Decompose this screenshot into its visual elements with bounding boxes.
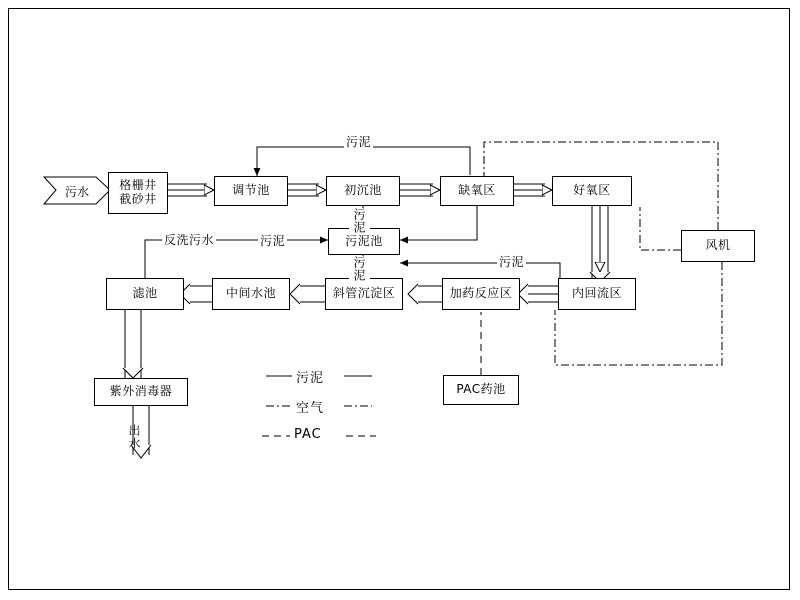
conn-sludge-return-top bbox=[257, 147, 470, 176]
node-grit-chamber-label-1: 格栅井 bbox=[119, 178, 157, 193]
node-dosing-reaction-zone-label: 加药反应区 bbox=[449, 286, 513, 301]
node-aerobic-zone-label: 好氧区 bbox=[573, 183, 611, 198]
node-grit-chamber-label-2: 截砂井 bbox=[119, 192, 157, 206]
outlet-label: 出水 bbox=[127, 424, 141, 450]
conn-primary-anoxic bbox=[400, 184, 440, 196]
node-tube-settling-zone-label: 斜管沉淀区 bbox=[332, 286, 396, 301]
conn-aerobic-internal bbox=[590, 205, 610, 282]
node-intermediate-tank[interactable] bbox=[212, 278, 290, 310]
node-primary-sedimentation-tank-label: 初沉池 bbox=[344, 183, 382, 198]
legend-item-air: 空气 bbox=[296, 401, 325, 416]
edge-label-sludge-primary: 污泥 bbox=[349, 208, 370, 234]
conn-middle-filter bbox=[180, 284, 212, 304]
conn-anoxic-aerobic bbox=[514, 184, 552, 196]
conn-tube-sludge bbox=[400, 263, 560, 278]
conn-grit-adjust bbox=[168, 184, 214, 196]
node-anoxic-zone[interactable] bbox=[440, 176, 514, 206]
edge-label-backwash: 反洗污水 bbox=[164, 233, 215, 247]
node-grit-chamber[interactable] bbox=[108, 172, 168, 214]
conn-adjust-primary bbox=[288, 184, 326, 196]
node-blower-label: 风机 bbox=[705, 238, 731, 253]
node-pac-tank-label: PAC药池 bbox=[456, 382, 506, 397]
node-primary-sedimentation-tank[interactable] bbox=[326, 176, 400, 206]
legend-item-pac: PAC bbox=[294, 427, 322, 442]
node-filter-tank-label: 滤池 bbox=[132, 286, 158, 301]
conn-filter-uv bbox=[123, 310, 143, 378]
legend-item-sludge: 污泥 bbox=[296, 371, 325, 386]
node-inlet bbox=[44, 177, 110, 205]
node-inlet-label: 污水 bbox=[64, 184, 89, 199]
node-sludge-tank-label: 污泥池 bbox=[345, 233, 383, 248]
node-pac-tank[interactable] bbox=[443, 375, 519, 405]
node-adjusting-tank-label: 调节池 bbox=[232, 183, 270, 198]
node-uv-sterilizer[interactable] bbox=[94, 378, 188, 406]
node-anoxic-zone-label: 缺氧区 bbox=[458, 183, 496, 198]
node-uv-sterilizer-label: 紫外消毒器 bbox=[109, 384, 173, 399]
node-internal-reflux-zone[interactable] bbox=[558, 278, 636, 310]
node-intermediate-tank-label: 中间水池 bbox=[225, 286, 276, 301]
node-blower[interactable] bbox=[681, 230, 755, 262]
edge-label-sludge-tube-down: 污泥 bbox=[349, 256, 370, 282]
node-filter-tank[interactable] bbox=[106, 278, 184, 310]
node-adjusting-tank[interactable] bbox=[214, 176, 288, 206]
edge-label-sludge-anoxic: 污泥 bbox=[499, 255, 525, 269]
edge-label-sludge-tube: 污泥 bbox=[260, 234, 286, 248]
conn-anoxic-sludge bbox=[400, 205, 477, 240]
edge-label-sludge-top: 污泥 bbox=[346, 135, 372, 149]
node-dosing-reaction-zone[interactable] bbox=[442, 278, 520, 310]
conn-dosing-tube bbox=[408, 284, 442, 304]
node-aerobic-zone[interactable] bbox=[552, 176, 632, 206]
node-tube-settling-zone[interactable] bbox=[325, 278, 403, 310]
conn-internal-dosing bbox=[518, 284, 558, 304]
node-internal-reflux-zone-label: 内回流区 bbox=[571, 286, 622, 301]
conn-tube-middle bbox=[290, 284, 325, 304]
